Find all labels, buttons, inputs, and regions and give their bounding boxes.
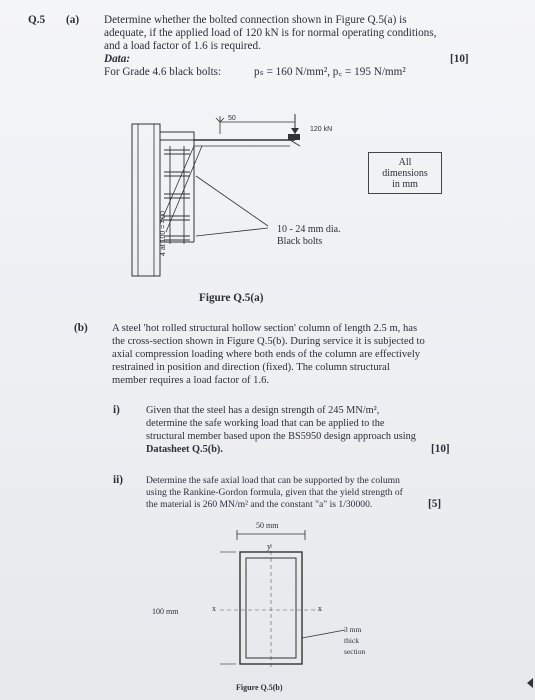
thickness-label: thick [344, 636, 359, 645]
figure-q5b-caption: Figure Q.5(b) [236, 683, 283, 692]
dimensions-note-line: dimensions [382, 168, 428, 179]
part-b-i-line: structural member based upon the BS5950 design approach using [146, 431, 416, 442]
part-b-line: the cross-section shown in Figure Q.5(b). During service it is subjected to [112, 336, 425, 347]
part-b-ii-marks: [5] [428, 498, 442, 510]
part-b-i-line: Given that the steel has a design strength of 245 MN/m², [146, 405, 380, 416]
dimension-50-label: 50 [228, 115, 236, 122]
figure-q5a-drawing [120, 104, 370, 284]
bolt-spacing-label: 4 at 100 = 400 [160, 211, 167, 256]
part-a-marks: [10] [450, 53, 469, 65]
part-a-line: adequate, if the applied load of 120 kN is for normal operating conditions, [104, 27, 437, 39]
part-b-line: axial compression loading where both ends of the column are effectively [112, 349, 421, 360]
question-number: Q.5 [28, 14, 46, 26]
part-b-ii-line: Determine the safe axial load that can be supported by the column [146, 475, 400, 486]
part-b-label: (b) [74, 322, 88, 334]
part-a-label: (a) [66, 14, 80, 26]
bolts-label-line2: Black bolts [277, 236, 323, 247]
part-b-i-line: determine the safe working load that can be applied to the [146, 418, 385, 429]
x-axis-label-left: x [212, 604, 216, 613]
part-b-i-marks: [10] [431, 443, 450, 455]
part-b-ii-label: ii) [113, 474, 123, 486]
figure-q5b-drawing [200, 520, 370, 685]
grade-text: For Grade 4.6 black bolts: [104, 66, 222, 78]
x-axis-label-right: x [318, 604, 322, 613]
scroll-left-arrow-icon[interactable] [527, 678, 533, 688]
thickness-label: section [344, 647, 366, 656]
part-b-ii-line: the material is 260 MN/m² and the constant "a" is 1/30000. [146, 499, 373, 510]
part-a-line: Determine whether the bolted connection shown in Figure Q.5(a) is [104, 14, 407, 26]
part-b-i-label: i) [113, 404, 120, 416]
part-b-line: member requires a load factor of 1.6. [112, 375, 270, 386]
dimensions-note-box [368, 152, 442, 194]
dimensions-note-line: in mm [392, 179, 418, 190]
thickness-label: 3 mm [344, 625, 362, 634]
dimensions-note-line: All [398, 157, 412, 168]
y-axis-label: y [267, 542, 271, 551]
part-b-line: restrained in position and direction (fixed). The column structural [112, 362, 390, 373]
data-label: Data: [104, 53, 131, 65]
height-dimension-label: 100 mm [152, 607, 179, 616]
bolt-strength-text: pₛ = 160 N/mm², p꜀ = 195 N/mm² [254, 66, 406, 78]
bolts-label-line1: 10 - 24 mm dia. [277, 224, 341, 235]
load-label: 120 kN [310, 126, 333, 133]
part-a-line: and a load factor of 1.6 is required. [104, 40, 261, 52]
figure-q5a-caption: Figure Q.5(a) [199, 292, 264, 304]
part-b-ii-line: using the Rankine-Gordon formula, given that the yield strength of [146, 487, 403, 498]
part-b-line: A steel 'hot rolled structural hollow section' column of length 2.5 m, has [112, 323, 418, 334]
part-b-i-line: Datasheet Q.5(b). [146, 444, 223, 455]
width-dimension-label: 50 mm [256, 521, 279, 530]
